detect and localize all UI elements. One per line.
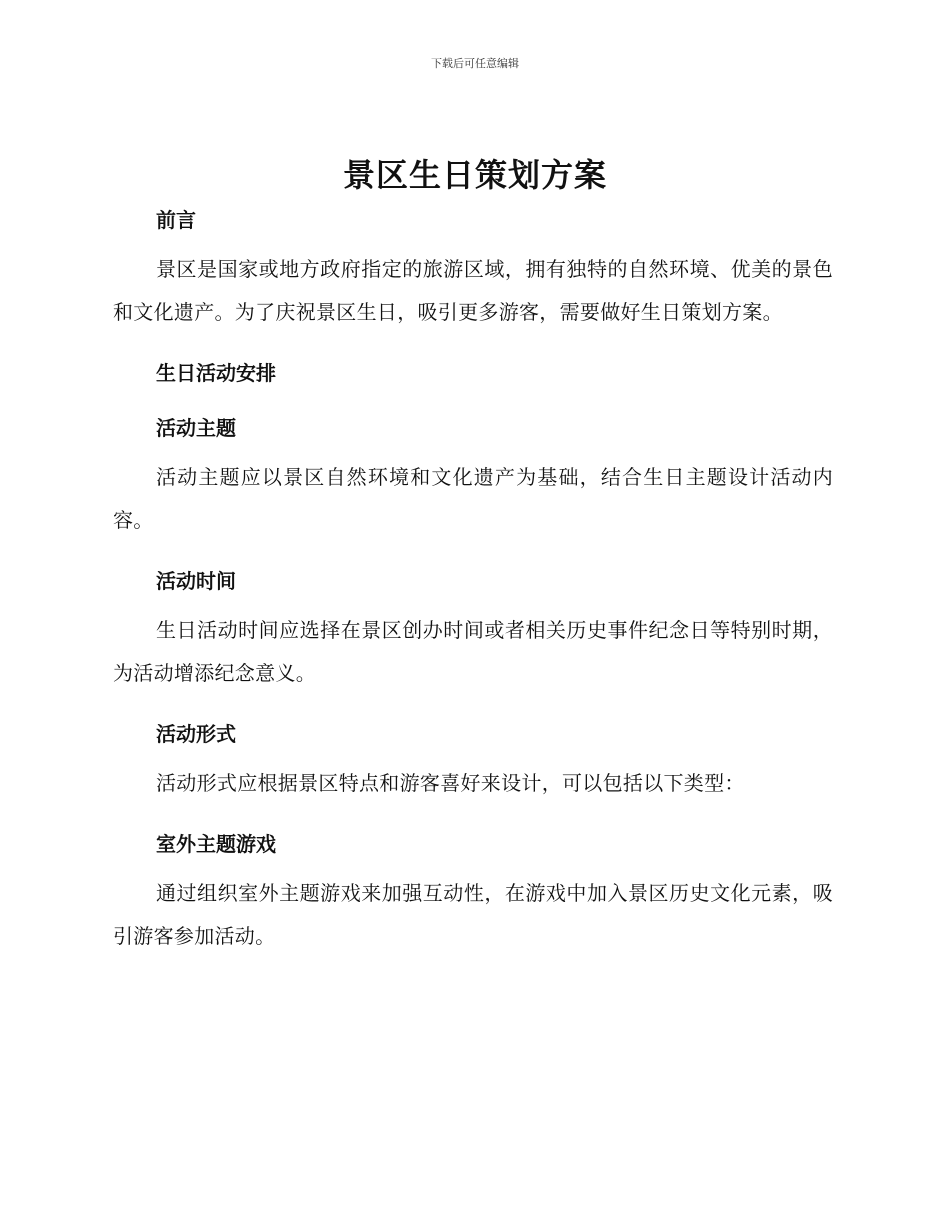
paragraph-outdoor-theme-games: 通过组织室外主题游戏来加强互动性，在游戏中加入景区历史文化元素，吸引游客参加活动。: [113, 881, 833, 948]
paragraph-preface: 景区是国家或地方政府指定的旅游区域，拥有独特的自然环境、优美的景色和文化遗产。为了庆祝景区生日，吸引更多游客，需要做好生日策划方案。: [113, 257, 833, 324]
paragraph-activity-form: 活动形式应根据景区特点和游客喜好来设计，可以包括以下类型：: [156, 771, 745, 795]
heading-activity-form: 活动形式: [156, 722, 236, 746]
document-body: [113, 204, 833, 958]
heading-activity-theme: 活动主题: [156, 416, 236, 440]
paragraph-activity-time: 生日活动时间应选择在景区创办时间或者相关历史事件纪念日等特别时期，为活动增添纪念意义。: [113, 618, 833, 685]
document-title: 景区生日策划方案: [342, 156, 607, 194]
heading-preface: 前言: [156, 208, 196, 232]
heading-outdoor-theme-games: 室外主题游戏: [156, 832, 276, 856]
heading-activity-time: 活动时间: [156, 569, 236, 593]
paragraph-activity-theme: 活动主题应以景区自然环境和文化遗产为基础，结合生日主题设计活动内容。: [113, 465, 833, 532]
heading-birthday-activity-arrangement: 生日活动安排: [156, 361, 276, 385]
header-note: 下载后可任意编辑: [431, 57, 519, 70]
